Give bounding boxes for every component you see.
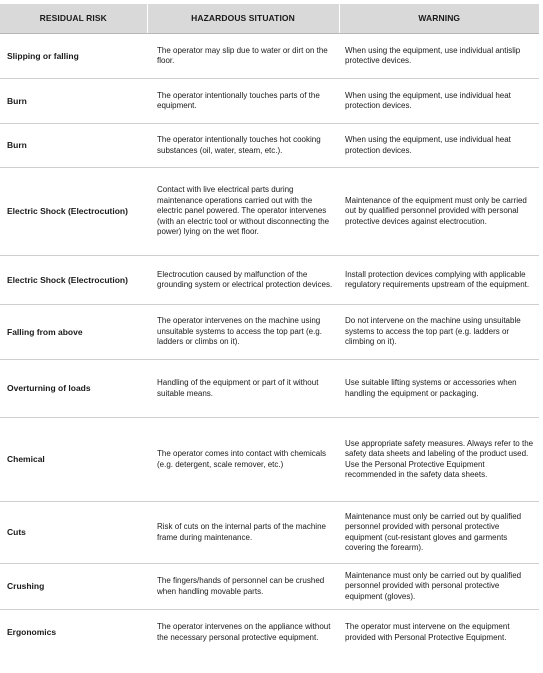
- warning-cell: When using the equipment, use individual antislip protective devices.: [339, 34, 539, 79]
- residual-risk-cell: Cuts: [0, 502, 147, 564]
- warning-cell: When using the equipment, use individual heat protection devices.: [339, 124, 539, 168]
- header-warning: WARNING: [339, 4, 539, 34]
- hazardous-situation-cell: Contact with live electrical parts during maintenance operations carried out with the electric panel powered. The operator intervenes (with an electric tool or without disconnecting the power) lying on the wet floor.: [147, 168, 339, 256]
- residual-risk-cell: Burn: [0, 124, 147, 168]
- table-row: [0, 305, 539, 360]
- header-residual-risk: RESIDUAL RISK: [0, 4, 147, 34]
- hazardous-situation-cell: The fingers/hands of personnel can be crushed when handling movable parts.: [147, 564, 339, 610]
- table-row: [0, 256, 539, 305]
- warning-cell: Use suitable lifting systems or accessories when handling the equipment or packaging.: [339, 360, 539, 418]
- table-row: [0, 168, 539, 256]
- table-row: [0, 502, 539, 564]
- residual-risk-cell: Falling from above: [0, 305, 147, 360]
- residual-risk-cell: Electric Shock (Electrocution): [0, 256, 147, 305]
- warning-cell: Do not intervene on the machine using unsuitable systems to access the top part (e.g. ladders or climbing on it).: [339, 305, 539, 360]
- warning-cell: Maintenance of the equipment must only be carried out by qualified personnel provided with personal protective devices against electrocution.: [339, 168, 539, 256]
- residual-risk-table: [0, 4, 539, 656]
- residual-risk-cell: Chemical: [0, 418, 147, 502]
- residual-risk-cell: Slipping or falling: [0, 34, 147, 79]
- hazardous-situation-cell: Electrocution caused by malfunction of the grounding system or electrical protection devices.: [147, 256, 339, 305]
- hazardous-situation-cell: The operator intervenes on the machine using unsuitable systems to access the top part (e.g. ladders or climbs on it).: [147, 305, 339, 360]
- residual-risk-cell: Burn: [0, 79, 147, 124]
- hazardous-situation-cell: The operator intentionally touches hot cooking substances (oil, water, steam, etc.).: [147, 124, 339, 168]
- hazardous-situation-cell: The operator intentionally touches parts of the equipment.: [147, 79, 339, 124]
- residual-risk-cell: Crushing: [0, 564, 147, 610]
- hazardous-situation-cell: The operator intervenes on the appliance without the necessary personal protective equipment.: [147, 610, 339, 656]
- warning-cell: The operator must intervene on the equipment provided with Personal Protective Equipment.: [339, 610, 539, 656]
- table-row: [0, 564, 539, 610]
- residual-risk-cell: Ergonomics: [0, 610, 147, 656]
- warning-cell: Use appropriate safety measures. Always refer to the safety data sheets and labeling of the product used. Use the Personal Protective Equipment recommended in the safety data sheets.: [339, 418, 539, 502]
- header-row: [0, 4, 539, 34]
- residual-risk-cell: Electric Shock (Electrocution): [0, 168, 147, 256]
- table-row: [0, 360, 539, 418]
- table-row: [0, 610, 539, 656]
- hazardous-situation-cell: Risk of cuts on the internal parts of the machine frame during maintenance.: [147, 502, 339, 564]
- residual-risk-cell: Overturning of loads: [0, 360, 147, 418]
- table-row: [0, 418, 539, 502]
- table-header: [0, 4, 539, 34]
- warning-cell: Maintenance must only be carried out by qualified personnel provided with personal protective equipment (cut-resistant gloves and garments covering the forearm).: [339, 502, 539, 564]
- table-row: [0, 34, 539, 79]
- header-hazardous-situation: HAZARDOUS SITUATION: [147, 4, 339, 34]
- table-row: [0, 79, 539, 124]
- hazardous-situation-cell: The operator may slip due to water or dirt on the floor.: [147, 34, 339, 79]
- table-row: [0, 124, 539, 168]
- hazardous-situation-cell: The operator comes into contact with chemicals (e.g. detergent, scale remover, etc.): [147, 418, 339, 502]
- warning-cell: Install protection devices complying with applicable regulatory requirements upstream of the equipment.: [339, 256, 539, 305]
- table-body: [0, 34, 539, 656]
- hazardous-situation-cell: Handling of the equipment or part of it without suitable means.: [147, 360, 339, 418]
- warning-cell: When using the equipment, use individual heat protection devices.: [339, 79, 539, 124]
- warning-cell: Maintenance must only be carried out by qualified personnel provided with personal protective equipment (gloves).: [339, 564, 539, 610]
